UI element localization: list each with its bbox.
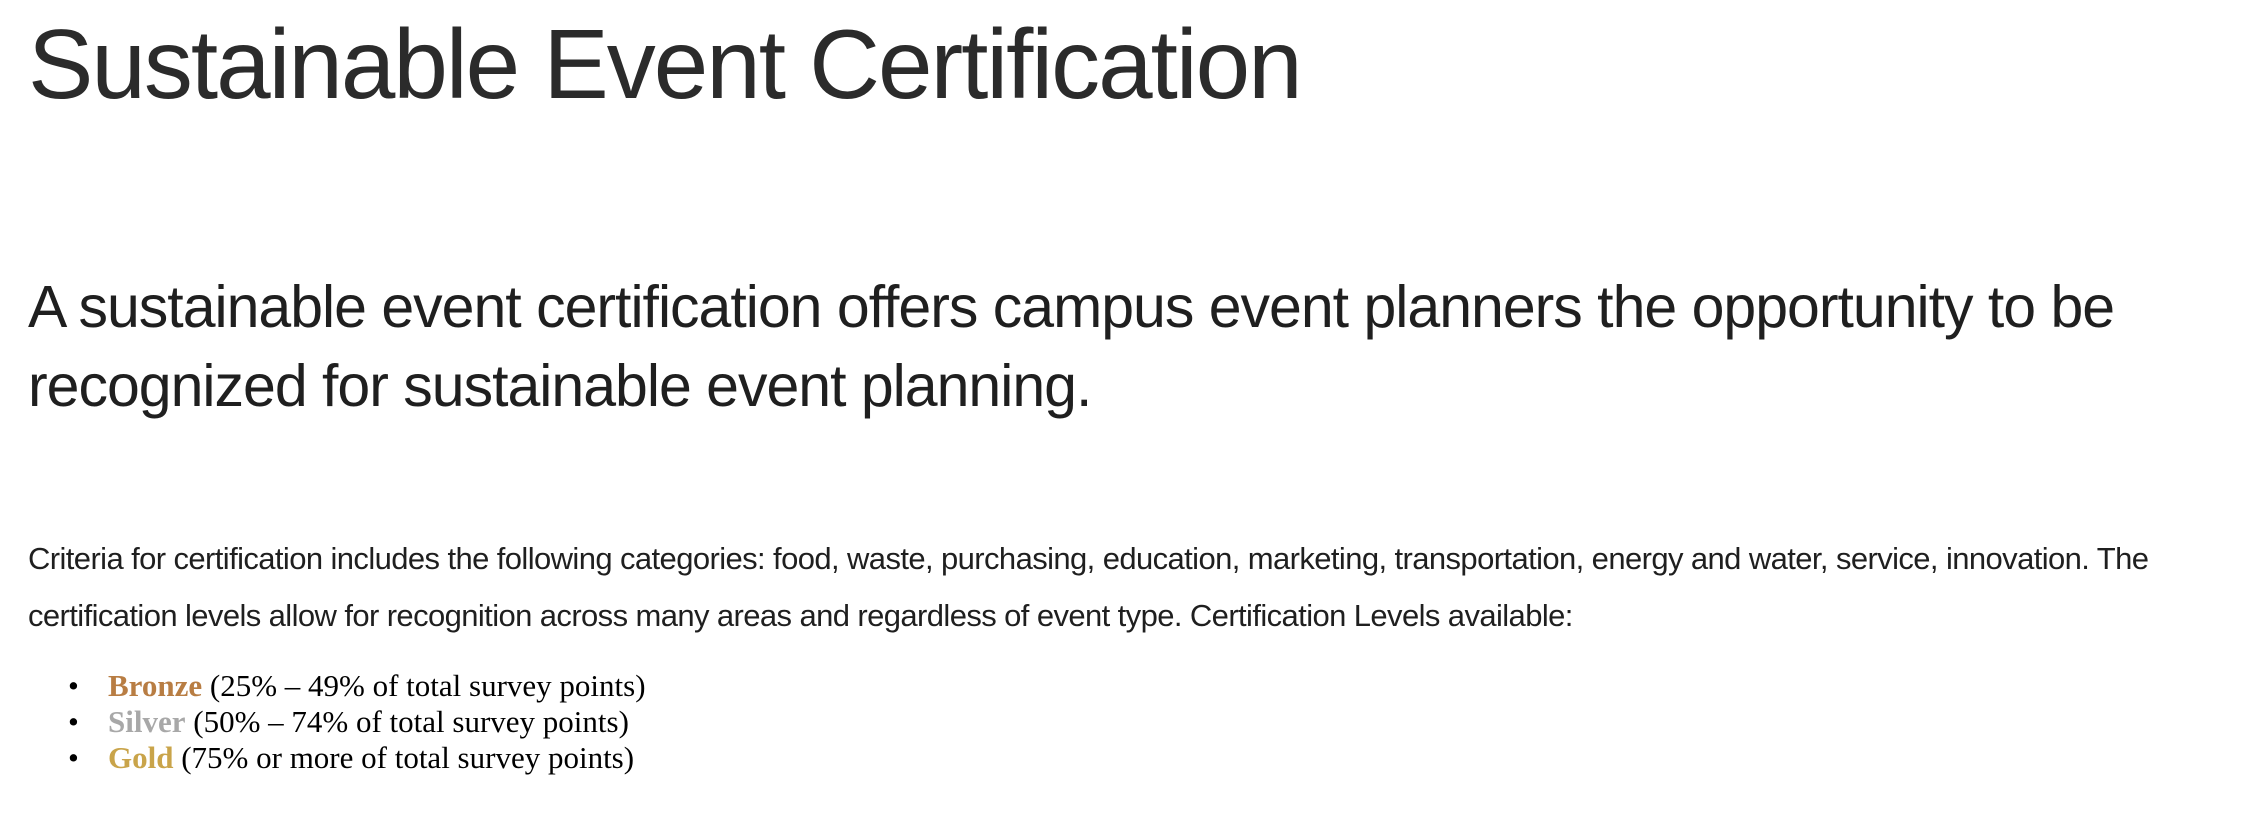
level-detail-bronze: (25% – 49% of total survey points) [202,668,646,703]
bullet-icon: • [68,668,79,703]
level-detail-silver: (50% – 74% of total survey points) [185,704,629,739]
level-detail-gold: (75% or more of total survey points) [173,740,635,775]
criteria-paragraph: Criteria for certification includes the following categories: food, waste, purchasing, education, marketing, transportation, energy and water, service, innovation. The certification levels allow for recognition across many areas and regardless of event type. Certification Levels available: [28,541,2149,633]
level-item-silver [68,704,2228,740]
level-item-bronze [68,668,2228,704]
bullet-icon: • [68,704,79,739]
level-name-bronze: Bronze [108,668,203,703]
bullet-icon: • [68,740,79,775]
level-item-gold [68,740,2228,776]
page-title: Sustainable Event Certification [28,9,1301,119]
level-name-silver: Silver [108,704,186,739]
level-name-gold: Gold [108,740,174,775]
certification-levels-list [28,668,2228,776]
page-content [28,0,2228,776]
intro-paragraph: A sustainable event certification offers campus event planners the opportunity to be recognized for sustainable event planning. [28,274,2115,419]
